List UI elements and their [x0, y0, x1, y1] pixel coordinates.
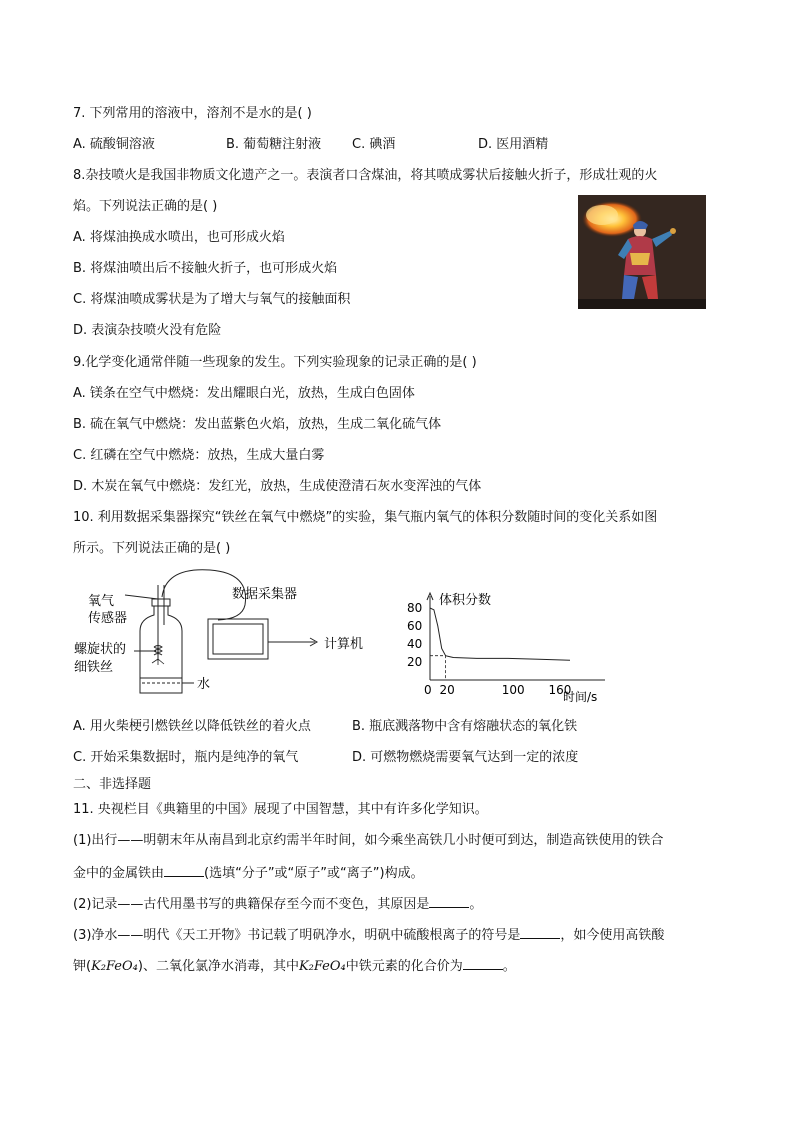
y-tick-label: 60 [407, 619, 423, 633]
q11-part1-line1: (1)出行——明朝末年从南昌到北京约需半年时间，如今乘坐高铁几小时便可到达，制造高铁使用的铁合 [73, 833, 664, 848]
q11-part3-text-pre: (3)净水——明代《天工开物》书记载了明矾净水，明矾中硫酸根离子的符号是 [73, 928, 521, 943]
answer-blank-4[interactable] [463, 956, 503, 970]
q8-stem-line2: 焰。下列说法正确的是( ) [73, 199, 218, 214]
answer-blank-2[interactable] [429, 894, 469, 908]
oxygen-volume-chart [405, 580, 635, 705]
x-tick-label: 160 [548, 683, 572, 697]
x-axis-label: 时间/s [563, 690, 598, 704]
q11-part2 [73, 894, 482, 914]
q7-option-c: C. 碘酒 [352, 137, 396, 152]
apparatus-diagram [70, 565, 400, 700]
q8-option-a: A. 将煤油换成水喷出，也可形成火焰 [73, 230, 285, 245]
q7-option-b: B. 葡萄糖注射液 [226, 137, 322, 152]
q11-part3-text-post: ，如今使用高铁酸 [560, 928, 665, 943]
fire-breathing-performer-image [578, 195, 706, 309]
q9-option-a: A. 镁条在空气中燃烧：发出耀眼白光，放热，生成白色固体 [73, 386, 415, 401]
q9-stem: 9.化学变化通常伴随一些现象的发生。下列实验现象的记录正确的是( ) [73, 355, 477, 370]
collector-label: 数据采集器 [232, 587, 298, 602]
x-tick-label: 0 [424, 683, 432, 697]
answer-blank-1[interactable] [164, 863, 204, 877]
q10-option-b: B. 瓶底溅落物中含有熔融状态的氧化铁 [352, 719, 578, 734]
q8-option-b: B. 将煤油喷出后不接触火折子，也可形成火焰 [73, 261, 338, 276]
x-tick-label: 20 [439, 683, 455, 697]
q11-part1-text-post: (选填“分子”或“原子”或“离子”)构成。 [204, 866, 424, 881]
formula-k2feo4: K₂FeO₄ [91, 959, 138, 974]
q11-part2-text-post: 。 [469, 897, 483, 912]
q10-stem-line2: 所示。下列说法正确的是( ) [73, 541, 231, 556]
q11-part1-line2 [73, 863, 424, 883]
q11-part1-text-pre: 金中的金属铁由 [73, 866, 165, 881]
q7-option-a: A. 硫酸铜溶液 [73, 137, 155, 152]
water-label: 水 [197, 677, 211, 692]
y-tick-label: 20 [407, 655, 423, 669]
q9-option-c: C. 红磷在空气中燃烧：放热，生成大量白雾 [73, 448, 325, 463]
sensor-label-2: 传感器 [88, 611, 128, 626]
q11-stem: 11. 央视栏目《典籍里的中国》展现了中国智慧，其中有许多化学知识。 [73, 802, 488, 817]
answer-blank-3[interactable] [520, 925, 560, 939]
q8-stem-line1: 8.杂技喷火是我国非物质文化遗产之一。表演者口含煤油，将其喷成雾状后接触火折子，形成壮观的火 [73, 168, 658, 183]
q11-part3-line2-mid: )、二氧化氯净水消毒，其中 [137, 959, 299, 974]
q11-part3-line1 [73, 925, 664, 945]
q10-option-c: C. 开始采集数据时，瓶内是纯净的氧气 [73, 750, 299, 765]
q10-option-d: D. 可燃物燃烧需要氧气达到一定的浓度 [352, 750, 579, 765]
q10-option-a: A. 用火柴梗引燃铁丝以降低铁丝的着火点 [73, 719, 311, 734]
oxygen-fraction-line [430, 608, 570, 660]
wire-label-1: 螺旋状的 [74, 642, 127, 657]
y-tick-label: 40 [407, 637, 423, 651]
q8-option-c: C. 将煤油喷成雾状是为了增大与氧气的接触面积 [73, 292, 351, 307]
formula-k2feo4-2: K₂FeO₄ [298, 959, 346, 974]
y-tick-label: 80 [407, 601, 423, 615]
wire-label-2: 细铁丝 [74, 660, 114, 675]
q11-part2-text-pre: (2)记录——古代用墨书写的典籍保存至今而不变色，其原因是 [73, 897, 430, 912]
q9-option-d: D. 木炭在氧气中燃烧：发红光，放热，生成使澄清石灰水变浑浊的气体 [73, 479, 482, 494]
x-tick-label: 100 [501, 683, 525, 697]
section-heading: 二、非选择题 [73, 777, 152, 792]
q11-part3-line2 [73, 956, 516, 976]
computer-label: 计算机 [324, 637, 364, 652]
dashed-reference-line [430, 656, 446, 680]
sensor-label-1: 氧气 [88, 594, 115, 609]
q8-option-d: D. 表演杂技喷火没有危险 [73, 323, 222, 338]
y-axis-label: 体积分数 [439, 593, 492, 608]
q10-stem-line1: 10. 利用数据采集器探究“铁丝在氧气中燃烧”的实验，集气瓶内氧气的体积分数随时间的变化关系如图 [73, 510, 658, 525]
q11-part3-line2-pre: 钾( [73, 959, 92, 974]
q11-part3-line2-mid2: 中铁元素的化合价为 [345, 959, 463, 974]
q7-option-d: D. 医用酒精 [478, 137, 549, 152]
q9-option-b: B. 硫在氧气中燃烧：发出蓝紫色火焰，放热，生成二氧化硫气体 [73, 417, 442, 432]
q11-part3-line2-post: 。 [502, 959, 516, 974]
q7-stem: 7. 下列常用的溶液中，溶剂不是水的是( ) [73, 106, 312, 121]
